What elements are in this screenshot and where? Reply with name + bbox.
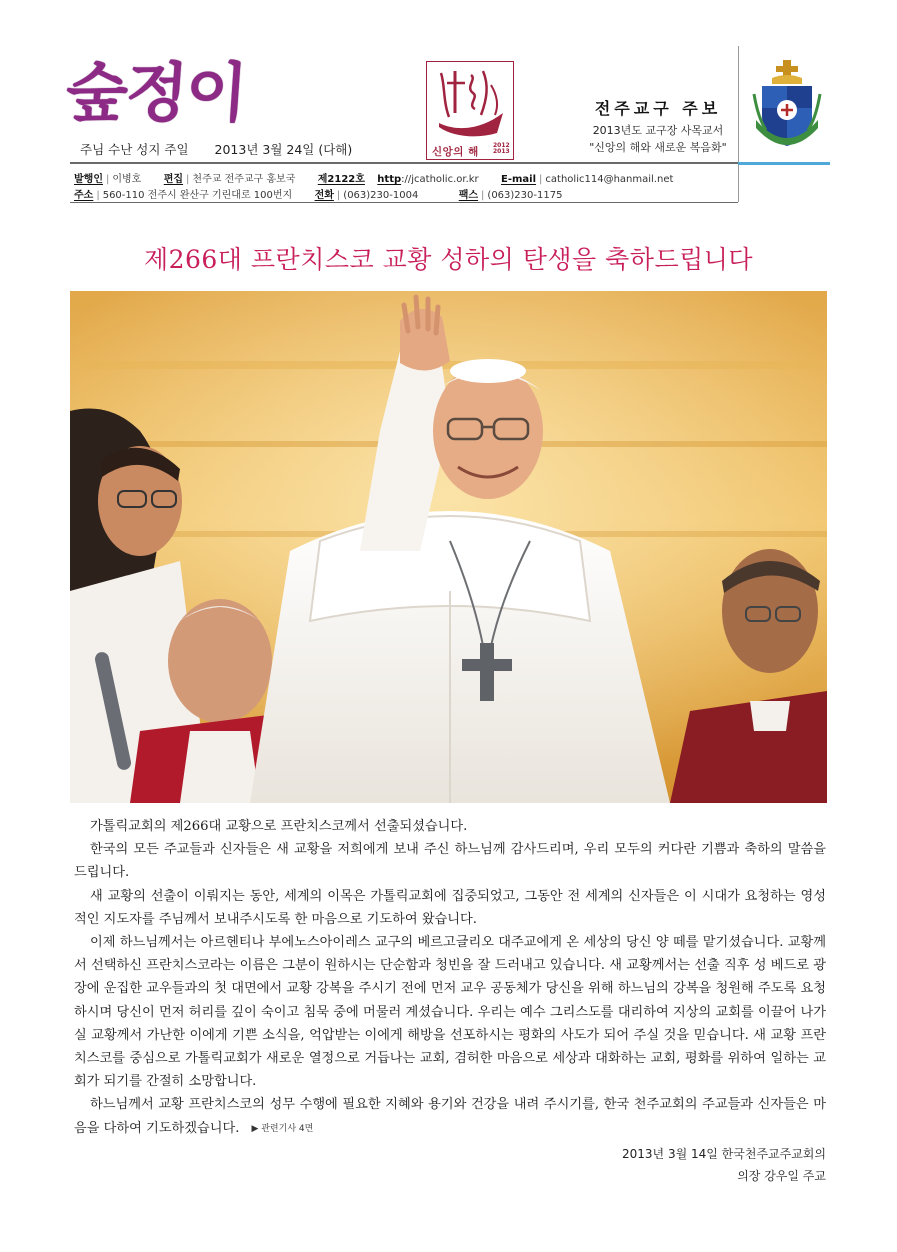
address-text: 560-110 전주시 완산구 기린대로 100번지: [102, 190, 293, 201]
article-paragraph-last: [74, 1093, 826, 1140]
editor-name: 천주교 전주교구 홍보국: [192, 174, 296, 185]
contact-info-row: 주소 | 560-110 전주시 완산구 기린대로 100번지 전화 | (063)230-1004 팩스 | (063)230-1175: [74, 190, 563, 201]
article-paragraph-text: 하느님께서 교황 프란치스코의 성무 수행에 필요한 지혜와 용기와 건강을 내려 주시기를, 한국 천주교회의 주교들과 신자들은 마음을 다하여 기도하겠습니다.: [74, 1097, 826, 1136]
pastoral-letter-label: 2013년도 교구장 사목교서: [592, 124, 724, 137]
issue-date: 2013년 3월 24일 (다해): [214, 142, 353, 157]
signature-name: 의장 강우일 주교: [737, 1169, 826, 1183]
related-article-link[interactable]: ▶ 관련기사 4면: [251, 1123, 314, 1134]
phone-label: 전화: [314, 190, 334, 201]
headline: 제266대 프란치스코 교황 성하의 탄생을 축하드립니다: [143, 245, 754, 274]
website-label: http: [377, 174, 402, 185]
photo-illustration: [70, 291, 827, 803]
liturgical-day: 주님 수난 성지 주일: [80, 142, 189, 157]
article-paragraph: 이제 하느님께서는 아르헨티나 부에노스아이레스 교구의 베르고글리오 대주교에게 온 세상의 당신 양 떼를 맡기셨습니다. 교황께서 선택하신 프란치스코라는 이름은 그분이 원하시는 단순함과 청빈을 잘 드러내고 있습니다. 새 교황께서는 선출 직후 성 베드로 광장에 운집한 교우들과의 첫 대면에서 교황 강복을 주시기 전에 먼저 교우 공동체가 당신을 위해 하느님의 강복을 청원해 주도록 요청하시며 당신이 먼저 허리를 깊이 숙이고 침묵 중에 머물러 계셨습니다. 우리는 예수 그리스도를 대리하여 지상의 교회를 이끌어 나가실 교황께서 가난한 이에게 기쁜 소식을, 억압받는 이에게 해방을 선포하시는 평화의 사도가 되어 주실 것을 믿습니다. 새 교황 프란치스코를 중심으로 가톨릭교회가 새로운 열정으로 거듭나는 교회, 겸허한 마음으로 세상과 대화하는 교회, 평화를 위하여 일하는 교회가 되기를 간절히 소망합니다.: [74, 935, 826, 1090]
publisher-name: 이병호: [112, 174, 142, 185]
email-link[interactable]: catholic114@hanmail.net: [545, 174, 674, 185]
article-paragraph: 새 교황의 선출이 이뤄지는 동안, 세계의 이목은 가톨릭교회에 집중되었고, 그동안 전 세계의 신자들은 이 시대가 요청하는 영성적인 지도자를 주님께서 보내주시도록 한 마음으로 기도하여 왔습니다.: [74, 888, 826, 927]
website-link[interactable]: ://jcatholic.or.kr: [401, 174, 479, 185]
fax-number: (063)230-1175: [487, 190, 563, 201]
article-body: [74, 815, 826, 1141]
publisher-label: 발행인: [74, 174, 103, 185]
email-label: E-mail: [501, 174, 537, 185]
signature-date: 2013년 3월 14일 한국천주교주교회의: [622, 1147, 826, 1161]
year-of-faith-label: 신앙의 해: [432, 146, 479, 158]
year-of-faith-years: [493, 143, 510, 155]
article-paragraph: 한국의 모든 주교들과 신자들은 새 교황을 저희에게 보내 주신 하느님께 감사드리며, 우리 모두의 커다란 기쁨과 축하의 말씀을 드립니다.: [74, 842, 826, 881]
year-start: 2012: [493, 142, 510, 149]
crest-accent-band: [738, 162, 830, 165]
address-label: 주소: [74, 190, 94, 201]
header-divider: [738, 46, 739, 202]
phone-number: (063)230-1004: [343, 190, 419, 201]
article-paragraph: 가톨릭교회의 제266대 교황으로 프란치스코께서 선출되셨습니다.: [90, 819, 468, 834]
year-of-faith-emblem: [426, 61, 514, 160]
pastoral-letter-motto: "신앙의 해와 새로운 복음화": [589, 141, 727, 154]
year-end: 2013: [493, 148, 510, 155]
fax-label: 팩스: [458, 190, 479, 201]
pope-francis-photo: [70, 291, 827, 803]
editor-label: 편집: [163, 174, 184, 185]
bulletin-title: 전주교구 주보: [594, 99, 722, 118]
publication-info-row: 발행인 | 이병호 편집 | 천주교 전주교구 홍보국 제2122호 http://jcatholic.or.kr E-mail | catholic114@hanmail.net: [74, 174, 674, 185]
issue-date-line: [80, 140, 374, 158]
masthead-rule: [70, 162, 738, 164]
bulletin-logo: 숲정이: [63, 57, 249, 131]
issue-number: 제2122호: [317, 174, 365, 185]
diocese-crest-icon: [752, 58, 822, 154]
year-of-faith-emblem-icon: [431, 65, 509, 143]
masthead-rule-bottom: [70, 202, 738, 203]
